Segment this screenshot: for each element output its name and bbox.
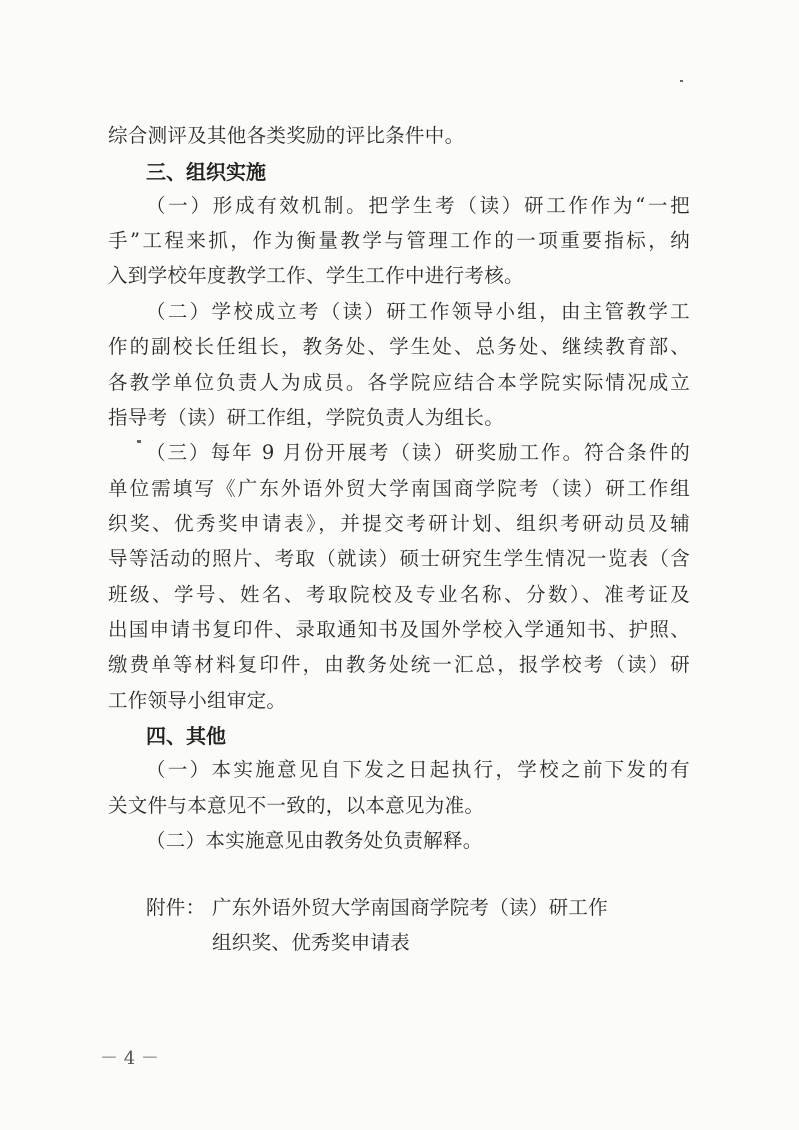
paragraph-line: 工作领导小组审定。 <box>108 689 287 712</box>
paragraph-line: 缴费单等材料复印件，由教务处统一汇总，报学校考（读）研 <box>108 653 690 676</box>
paragraph-line: （二）本实施意见由教务处负责解释。 <box>146 829 483 852</box>
attachment-title-line: 组织奖、优秀奖申请表 <box>212 931 411 954</box>
paragraph-line: 织奖、优秀奖申请表》，并提交考研计划、组织考研动员及辅 <box>108 512 690 535</box>
paragraph-line: 导等活动的照片、考取（就读）硕士研究生学生情况一览表（含 <box>108 547 690 570</box>
paragraph-line: 综合测评及其他各类奖励的评比条件中。 <box>108 124 465 147</box>
paragraph-line: 关文件与本意见不一致的，以本意见为准。 <box>108 794 485 817</box>
scan-speck <box>680 80 683 82</box>
paragraph-line: （三）每年 9 月份开展考（读）研奖励工作。符合条件的 <box>146 441 690 464</box>
paragraph-line: （一）形成有效机制。把学生考（读）研工作作为“一把 <box>146 194 690 217</box>
scan-speck <box>137 440 141 443</box>
paragraph-line: 指导考（读）研工作组，学院负责人为组长。 <box>108 406 505 429</box>
paragraph-line: 各教学单位负责人为成员。各学院应结合本学院实际情况成立 <box>108 371 690 394</box>
attachment-title-line: 广东外语外贸大学南国商学院考（读）研工作 <box>212 896 609 919</box>
paragraph-line: 手”工程来抓，作为衡量教学与管理工作的一项重要指标，纳 <box>108 229 690 252</box>
paragraph-line: 单位需填写《广东外语外贸大学南国商学院考（读）研工作组 <box>108 477 690 500</box>
paragraph-line: 作的副校长任组长，教务处、学生处、总务处、继续教育部、 <box>108 335 690 358</box>
page-number: － 4 － <box>100 1048 159 1069</box>
paragraph-line: 班级、学号、姓名、考取院校及专业名称、分数）、准考证及 <box>108 583 690 606</box>
section-heading-other: 四、其他 <box>146 724 226 748</box>
paragraph-line: （二）学校成立考（读）研工作领导小组，由主管教学工 <box>146 300 690 323</box>
attachment-label: 附件： <box>146 896 206 919</box>
paragraph-line: 入到学校年度教学工作、学生工作中进行考核。 <box>108 264 524 287</box>
section-heading-organization: 三、组织实施 <box>146 160 266 184</box>
paragraph-line: （一）本实施意见自下发之日起执行，学校之前下发的有 <box>146 758 690 781</box>
paragraph-line: 出国申请书复印件、录取通知书及国外学校入学通知书、护照、 <box>108 618 690 641</box>
